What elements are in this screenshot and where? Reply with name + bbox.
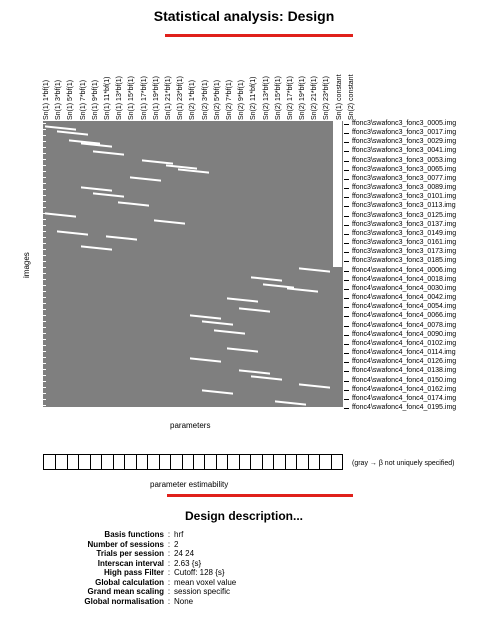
description-row <box>40 578 236 588</box>
row-label: ffonc4\swafonc4_fonc4_0126.img <box>352 358 457 366</box>
description-value: 2.63 {s} <box>174 558 202 568</box>
matrix-scan-tick <box>43 231 46 232</box>
estimability-cell-divider <box>319 455 320 469</box>
row-tick <box>344 188 349 189</box>
description-key: Number of sessions <box>87 539 164 549</box>
estimability-cell-divider <box>182 455 183 469</box>
row-label: ffonc4\swafonc4_fonc4_0174.img <box>352 394 457 402</box>
row-tick <box>344 390 349 391</box>
matrix-scan-tick <box>43 273 46 274</box>
estimability-cell-divider <box>159 455 160 469</box>
regressor-onset <box>239 369 270 374</box>
row-label: ffonc3\swafonc3_fonc3_0185.img <box>352 257 457 265</box>
row-tick <box>344 151 349 152</box>
description-value: mean voxel value <box>174 577 237 587</box>
description-row <box>40 530 236 540</box>
x-axis-label: parameters <box>170 421 211 430</box>
column-label: Sn(2) 19*bf(1) <box>299 76 307 120</box>
description-row <box>40 587 236 597</box>
regressor-onset <box>214 329 245 334</box>
row-label: ffonc4\swafonc4_fonc4_0102.img <box>352 339 457 347</box>
estimability-cell-divider <box>101 455 102 469</box>
column-label: Sn(1) 17*bf(1) <box>140 76 148 120</box>
section-divider <box>167 494 353 497</box>
row-tick <box>344 261 349 262</box>
column-label: Sn(1) 13*bf(1) <box>116 76 124 120</box>
row-label: ffonc4\swafonc4_fonc4_0138.img <box>352 367 457 375</box>
column-label: Sn(2) 17*bf(1) <box>286 76 294 120</box>
regressor-onset <box>299 267 330 272</box>
row-tick <box>344 225 349 226</box>
matrix-scan-tick <box>43 219 46 220</box>
matrix-scan-tick <box>43 135 46 136</box>
matrix-scan-tick <box>43 363 46 364</box>
column-label: Sn(2) 9*bf(1) <box>238 79 246 120</box>
matrix-scan-tick <box>43 195 46 196</box>
description-key: Grand mean scaling <box>87 587 164 596</box>
regressor-onset <box>106 235 137 240</box>
estimability-cell-divider <box>113 455 114 469</box>
column-label: Sn(2) 13*bf(1) <box>262 76 270 120</box>
column-label: Sn(1) constant <box>335 74 343 120</box>
design-description <box>40 530 236 606</box>
estimability-cell-divider <box>55 455 56 469</box>
matrix-scan-tick <box>43 165 46 166</box>
matrix-scan-tick <box>43 267 46 268</box>
regressor-onset <box>287 287 318 292</box>
regressor-onset <box>154 219 185 224</box>
row-tick <box>344 234 349 235</box>
row-tick <box>344 326 349 327</box>
row-label: ffonc3\swafonc3_fonc3_0161.img <box>352 239 457 247</box>
matrix-scan-tick <box>43 201 46 202</box>
estimability-cell-divider <box>90 455 91 469</box>
row-tick <box>344 316 349 317</box>
row-label: ffonc4\swafonc4_fonc4_0195.img <box>352 404 457 411</box>
description-value: Cutoff: 128 {s} <box>174 568 225 577</box>
description-value: 24 24 <box>174 549 195 558</box>
regressor-onset <box>190 314 221 319</box>
column-label: Sn(1) 19*bf(1) <box>152 76 160 120</box>
regressor-onset <box>93 192 124 197</box>
description-key: Interscan interval <box>97 558 164 568</box>
estimability-cell-divider <box>273 455 274 469</box>
regressor-onset <box>190 357 221 362</box>
description-separator: : <box>167 549 171 558</box>
column-label: Sn(2) 21*bf(1) <box>311 76 319 120</box>
matrix-scan-tick <box>43 237 46 238</box>
row-label: ffonc4\swafonc4_fonc4_0114.img <box>352 349 456 357</box>
estimability-cell-divider <box>193 455 194 469</box>
matrix-scan-tick <box>43 261 46 262</box>
description-key: Global calculation <box>95 577 164 587</box>
row-label: ffonc4\swafonc4_fonc4_0066.img <box>352 312 457 320</box>
description-row <box>40 597 236 607</box>
row-label: ffonc3\swafonc3_fonc3_0077.img <box>352 174 457 182</box>
estimability-cell-divider <box>204 455 205 469</box>
row-tick <box>344 216 349 217</box>
matrix-scan-tick <box>43 321 46 322</box>
matrix-scan-tick <box>43 327 46 328</box>
matrix-scan-tick <box>43 405 46 406</box>
description-value: None <box>174 596 194 606</box>
regressor-onset <box>251 375 282 380</box>
estimability-cell-divider <box>67 455 68 469</box>
row-tick <box>344 298 349 299</box>
row-tick <box>344 307 349 308</box>
estimability-cell-divider <box>136 455 137 469</box>
regressor-onset <box>57 130 88 135</box>
description-separator: : <box>167 530 171 539</box>
matrix-scan-tick <box>43 183 46 184</box>
matrix-scan-tick <box>43 303 46 304</box>
column-label: Sn(1) 11*bf(1) <box>103 76 111 120</box>
description-separator: : <box>167 577 171 587</box>
regressor-onset <box>227 347 258 352</box>
matrix-scan-tick <box>43 387 46 388</box>
estimability-cell-divider <box>170 455 171 469</box>
column-label: Sn(2) 11*bf(1) <box>250 76 258 120</box>
column-label: Sn(1) 21*bf(1) <box>164 76 172 120</box>
column-label: Sn(2) 15*bf(1) <box>274 76 282 120</box>
matrix-scan-tick <box>43 357 46 358</box>
matrix-scan-tick <box>43 333 46 334</box>
estimability-legend: (gray → β not uniquely specified) <box>352 460 455 467</box>
matrix-scan-tick <box>43 123 46 124</box>
row-label: ffonc4\swafonc4_fonc4_0150.img <box>352 376 457 384</box>
row-tick <box>344 408 349 409</box>
matrix-scan-tick <box>43 369 46 370</box>
regressor-onset <box>239 307 270 312</box>
row-label: ffonc3\swafonc3_fonc3_0137.img <box>352 220 457 228</box>
column-label: Sn(1) 5*bf(1) <box>67 79 75 120</box>
row-tick <box>344 289 349 290</box>
row-tick <box>344 362 349 363</box>
row-tick <box>344 381 349 382</box>
description-key: Basis functions <box>104 530 164 539</box>
row-label: ffonc4\swafonc4_fonc4_0162.img <box>352 385 457 393</box>
row-tick <box>344 179 349 180</box>
description-separator: : <box>167 596 171 606</box>
description-key: Trials per session <box>96 549 164 558</box>
estimability-cell-divider <box>78 455 79 469</box>
y-axis-label: images <box>22 252 31 278</box>
estimability-cell-divider <box>239 455 240 469</box>
matrix-scan-tick <box>43 249 46 250</box>
matrix-scan-tick <box>43 285 46 286</box>
matrix-scan-tick <box>43 291 46 292</box>
row-label: ffonc4\swafonc4_fonc4_0078.img <box>352 321 457 329</box>
regressor-onset <box>81 142 112 147</box>
regressor-onset <box>275 400 306 405</box>
row-label: ffonc3\swafonc3_fonc3_0029.img <box>352 138 457 146</box>
row-label: ffonc3\swafonc3_fonc3_0125.img <box>352 211 457 219</box>
regressor-onset <box>178 168 209 173</box>
row-label: ffonc4\swafonc4_fonc4_0054.img <box>352 303 457 311</box>
description-separator: : <box>167 539 171 549</box>
row-tick <box>344 197 349 198</box>
estimability-cell-divider <box>124 455 125 469</box>
row-label: ffonc3\swafonc3_fonc3_0065.img <box>352 165 457 173</box>
regressor-onset <box>81 186 112 191</box>
description-row <box>40 559 236 569</box>
design-matrix[interactable] <box>43 121 343 407</box>
description-row <box>40 568 236 578</box>
row-label: ffonc3\swafonc3_fonc3_0149.img <box>352 229 457 237</box>
row-tick <box>344 206 349 207</box>
row-tick <box>344 344 349 345</box>
matrix-scan-tick <box>43 177 46 178</box>
column-label: Sn(2) constant <box>347 74 355 120</box>
matrix-scan-tick <box>43 351 46 352</box>
regressor-onset <box>118 201 149 206</box>
column-label: Sn(1) 1*bf(1) <box>43 79 50 120</box>
matrix-scan-tick <box>43 279 46 280</box>
description-row <box>40 549 236 559</box>
description-key: Global normalisation <box>84 596 164 606</box>
parameter-estimability-bar <box>43 454 343 470</box>
row-tick <box>344 353 349 354</box>
description-value: 2 <box>174 539 179 549</box>
row-tick <box>344 271 349 272</box>
matrix-scan-tick <box>43 189 46 190</box>
estimability-cell-divider <box>250 455 251 469</box>
description-value: session specific <box>174 587 231 596</box>
column-label: Sn(2) 5*bf(1) <box>213 79 221 120</box>
matrix-scan-tick <box>43 147 46 148</box>
estimability-cell-divider <box>308 455 309 469</box>
column-label: Sn(2) 23*bf(1) <box>323 76 331 120</box>
design-description-title: Design description... <box>184 509 304 523</box>
matrix-scan-tick <box>43 141 46 142</box>
column-label: Sn(2) 7*bf(1) <box>225 79 233 120</box>
row-tick <box>344 335 349 336</box>
page-title: Statistical analysis: Design <box>153 8 335 24</box>
matrix-scan-tick <box>43 129 46 130</box>
regressor-onset <box>202 320 233 325</box>
estimability-label: parameter estimability <box>150 480 229 489</box>
matrix-scan-tick <box>43 381 46 382</box>
row-label: ffonc3\swafonc3_fonc3_0101.img <box>352 193 457 201</box>
row-tick <box>344 161 349 162</box>
matrix-scan-tick <box>43 225 46 226</box>
estimability-cell-divider <box>285 455 286 469</box>
estimability-cell-divider <box>147 455 148 469</box>
row-tick <box>344 399 349 400</box>
matrix-scan-tick <box>43 243 46 244</box>
row-label: ffonc3\swafonc3_fonc3_0173.img <box>352 248 457 256</box>
row-label: ffonc4\swafonc4_fonc4_0030.img <box>352 284 457 292</box>
column-label: Sn(2) 3*bf(1) <box>201 79 209 120</box>
row-tick <box>344 371 349 372</box>
column-label: Sn(1) 15*bf(1) <box>128 76 136 120</box>
row-tick <box>344 133 349 134</box>
row-label: ffonc3\swafonc3_fonc3_0017.img <box>352 129 457 137</box>
matrix-scan-tick <box>43 297 46 298</box>
matrix-scan-tick <box>43 309 46 310</box>
regressor-onset <box>227 297 258 302</box>
column-label: Sn(1) 9*bf(1) <box>91 79 99 120</box>
constant-regressor-session1 <box>333 121 342 267</box>
matrix-scan-tick <box>43 159 46 160</box>
matrix-scan-tick <box>43 207 46 208</box>
column-label: Sn(1) 3*bf(1) <box>55 79 63 120</box>
estimability-cell-divider <box>216 455 217 469</box>
column-label: Sn(1) 23*bf(1) <box>177 76 185 120</box>
row-tick <box>344 252 349 253</box>
regressor-onset <box>93 150 124 155</box>
description-value: hrf <box>174 530 184 539</box>
row-label: ffonc4\swafonc4_fonc4_0042.img <box>352 294 457 302</box>
row-tick <box>344 170 349 171</box>
row-label: ffonc4\swafonc4_fonc4_0006.img <box>352 266 457 274</box>
regressor-onset <box>251 276 282 281</box>
row-label: ffonc3\swafonc3_fonc3_0113.img <box>352 202 456 210</box>
regressor-onset <box>57 230 88 235</box>
row-label: ffonc4\swafonc4_fonc4_0090.img <box>352 330 457 338</box>
row-label: ffonc3\swafonc3_fonc3_0041.img <box>352 147 457 155</box>
matrix-scan-tick <box>43 255 46 256</box>
row-label: ffonc3\swafonc3_fonc3_0005.img <box>352 120 457 127</box>
regressor-onset <box>299 383 330 388</box>
regressor-onset <box>81 245 112 250</box>
regressor-onset <box>45 212 76 217</box>
regressor-onset <box>202 389 233 394</box>
matrix-scan-tick <box>43 339 46 340</box>
description-separator: : <box>167 558 171 568</box>
row-tick <box>344 280 349 281</box>
row-label: ffonc3\swafonc3_fonc3_0053.img <box>352 156 457 164</box>
matrix-scan-tick <box>43 393 46 394</box>
estimability-cell-divider <box>296 455 297 469</box>
description-separator: : <box>167 568 171 577</box>
title-underline <box>165 34 353 37</box>
row-tick <box>344 243 349 244</box>
matrix-scan-tick <box>43 315 46 316</box>
matrix-scan-tick <box>43 345 46 346</box>
estimability-cell-divider <box>262 455 263 469</box>
regressor-onset <box>130 176 161 181</box>
column-label: Sn(1) 7*bf(1) <box>79 79 87 120</box>
matrix-scan-tick <box>43 171 46 172</box>
description-key: High pass Filter <box>103 568 164 577</box>
row-label: ffonc4\swafonc4_fonc4_0018.img <box>352 275 457 283</box>
matrix-scan-tick <box>43 375 46 376</box>
description-separator: : <box>167 587 171 596</box>
column-label: Sn(2) 1*bf(1) <box>189 79 197 120</box>
matrix-scan-tick <box>43 399 46 400</box>
estimability-cell-divider <box>331 455 332 469</box>
description-row <box>40 540 236 550</box>
row-label: ffonc3\swafonc3_fonc3_0089.img <box>352 184 457 192</box>
row-tick <box>344 142 349 143</box>
estimability-cell-divider <box>227 455 228 469</box>
matrix-scan-tick <box>43 153 46 154</box>
row-tick <box>344 124 349 125</box>
